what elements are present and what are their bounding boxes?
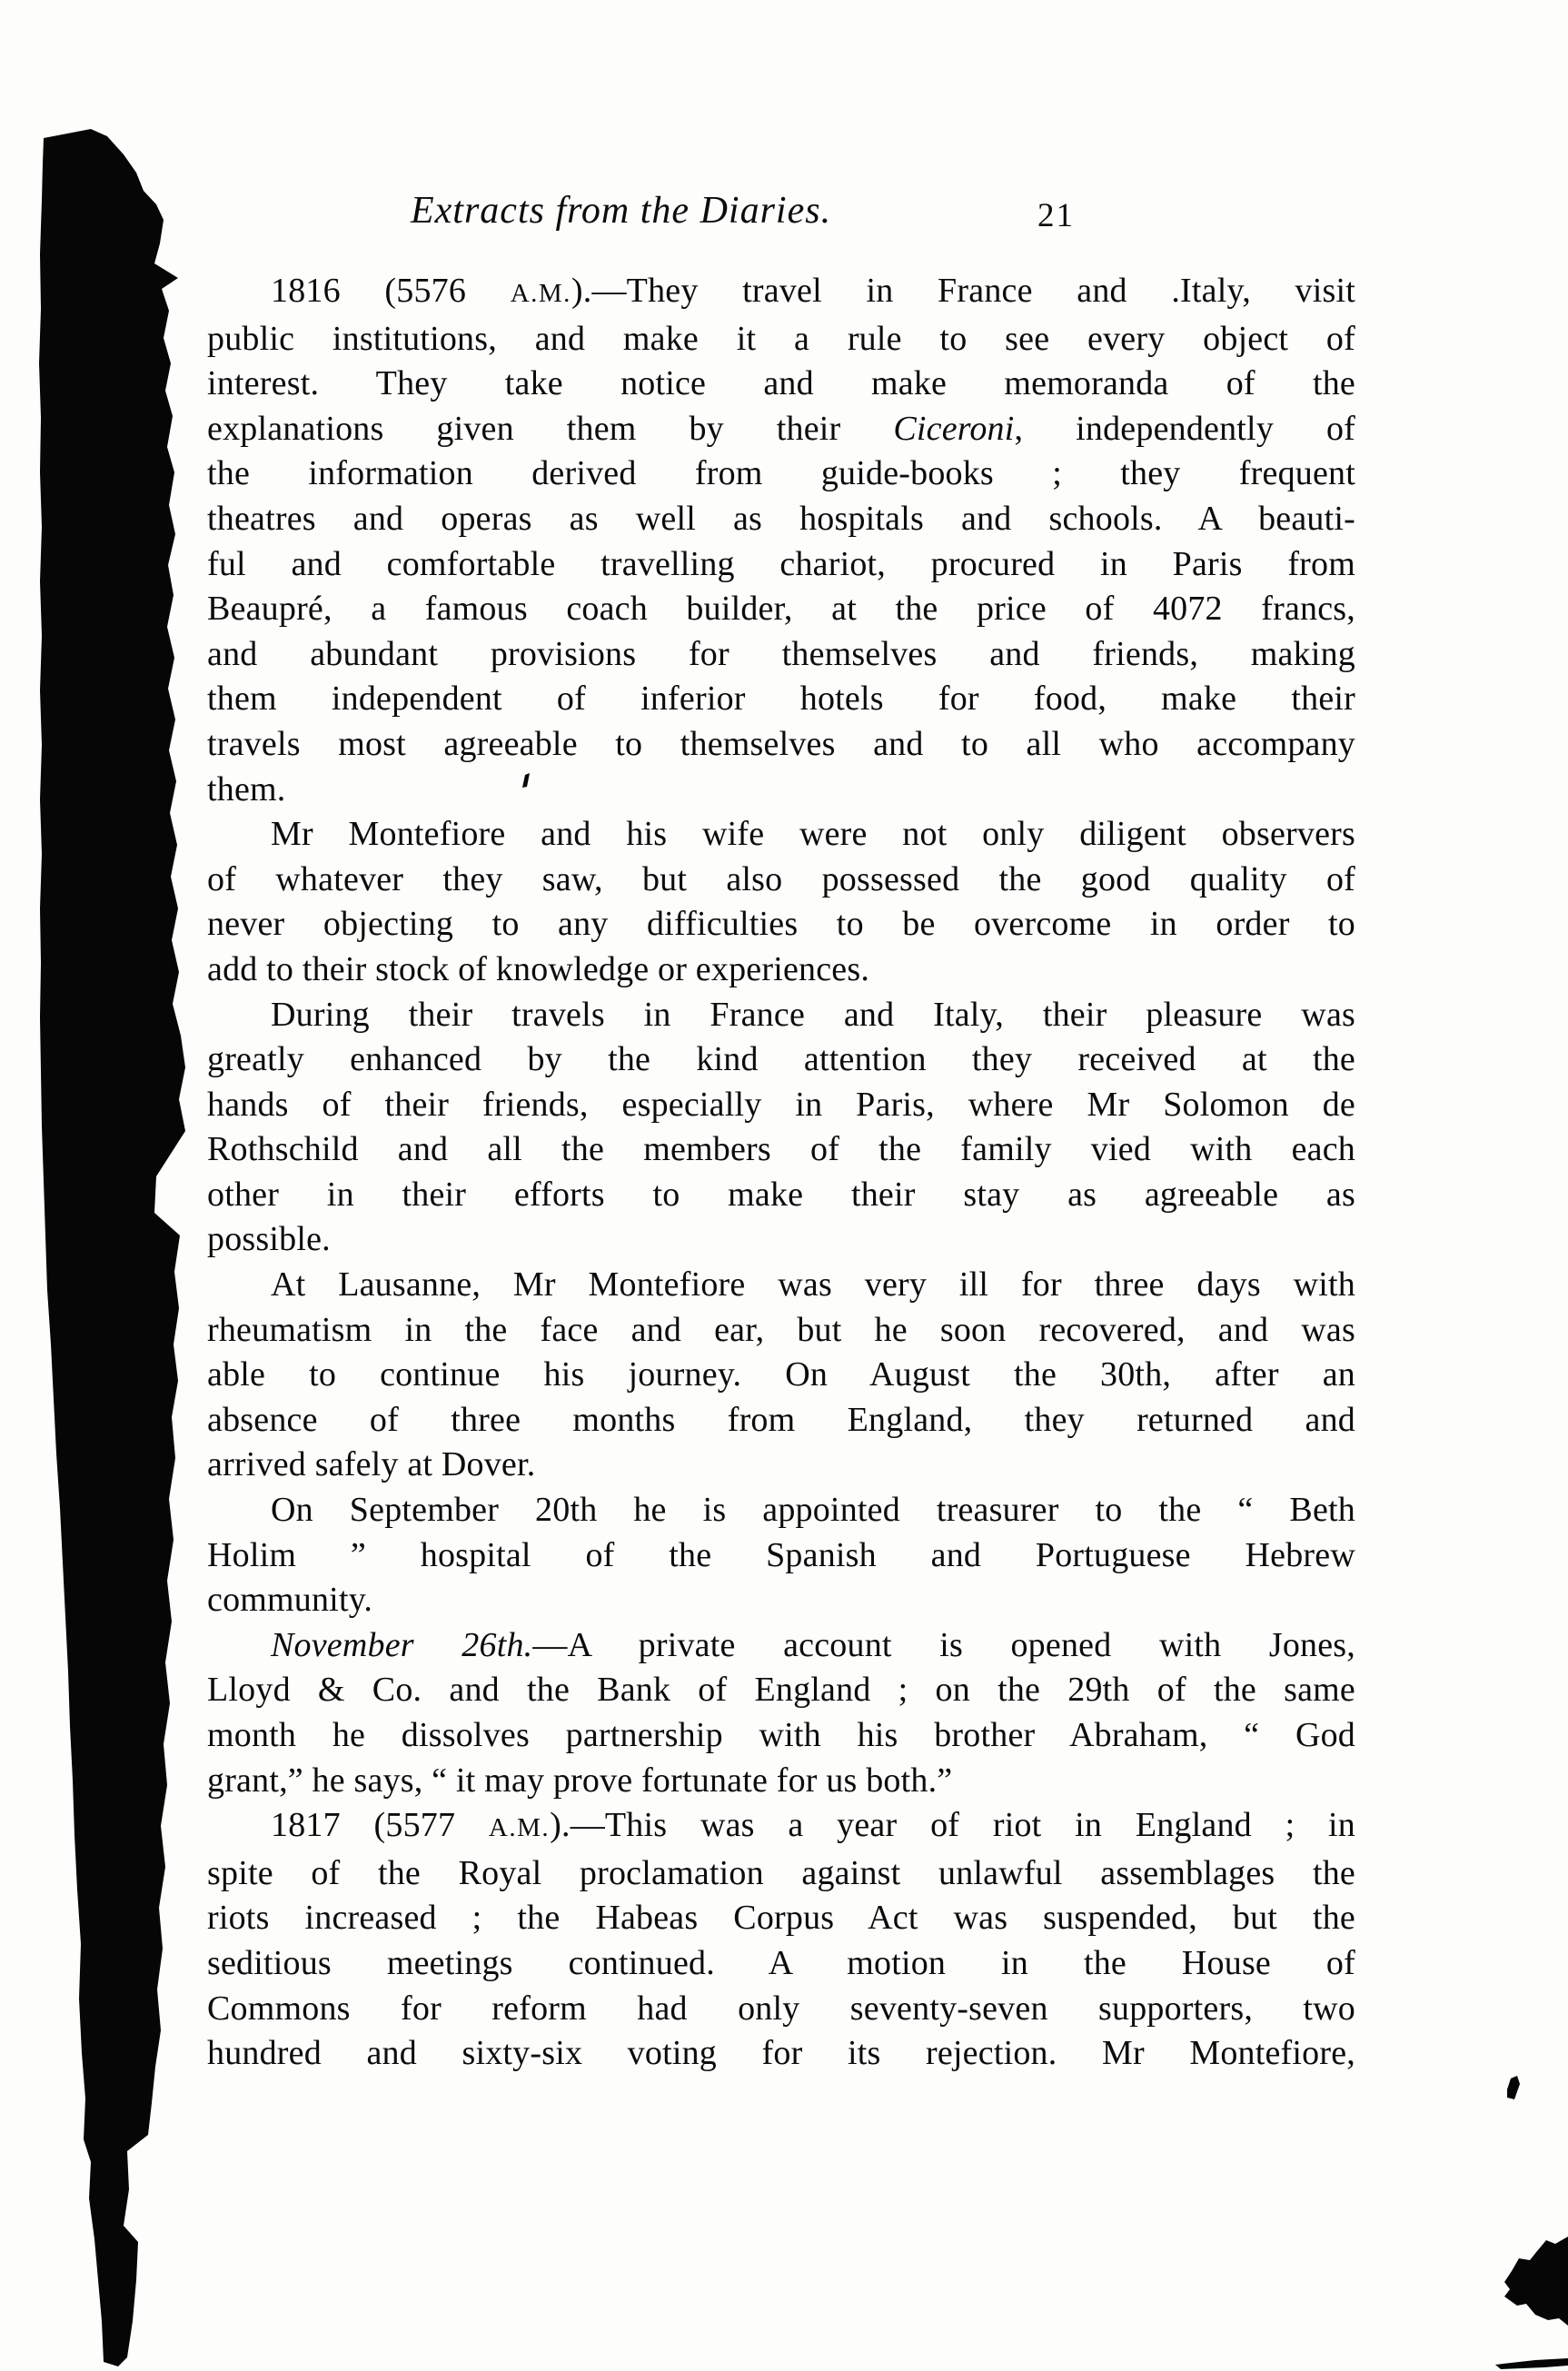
page-title: Extracts from the Diaries. [411, 190, 832, 232]
page-number: 21 [1037, 197, 1075, 234]
paragraph [207, 1488, 1355, 1623]
text-line: Holim ” hospital of the Spanish and Portuguese Hebrew [207, 1535, 1355, 1574]
text-line: Mr Montefiore and his wife were not only diligent observers [271, 815, 1355, 854]
text-line: and abundant provisions for themselves and friends, making [207, 634, 1355, 673]
paragraph [207, 1263, 1355, 1488]
text-line: interest. They take notice and make memoranda of the [207, 364, 1355, 403]
text-line: theatres and operas as well as hospitals and schools. A beauti- [207, 499, 1355, 538]
text-line: riots increased ; the Habeas Corpus Act was suspended, but the [207, 1899, 1355, 1938]
text-line: the information derived from guide-books ; they frequent [207, 454, 1355, 493]
page-body [207, 269, 1355, 2077]
paragraph [207, 993, 1355, 1264]
text-line: rheumatism in the face and ear, but he soon recovered, and was [207, 1310, 1355, 1349]
text-line: never objecting to any difficulties to be overcome in order to [207, 905, 1355, 944]
text-line: of whatever they saw, but also possessed the good quality of [207, 859, 1355, 898]
text-line: public institutions, and make it a rule to see every object of [207, 319, 1355, 358]
text-line: spite of the Royal proclamation against unlawful assemblages the [207, 1853, 1355, 1892]
text-line: greatly enhanced by the kind attention they received at the [207, 1040, 1355, 1079]
text-line: seditious meetings continued. A motion in the House of [207, 1943, 1355, 1982]
text-line: grant,” he says, “ it may prove fortunate for us both.” [207, 1761, 953, 1800]
text-line: On September 20th he is appointed treasurer to the “ Beth [271, 1491, 1355, 1530]
text-line: explanations given them by their Ciceroni, independently of [207, 409, 1355, 448]
text-line: add to their stock of knowledge or experiences. [207, 949, 870, 988]
thumb-shadow-artifact [1504, 2237, 1568, 2326]
bottom-edge-line-artifact [1495, 2358, 1568, 2369]
text-line: At Lausanne, Mr Montefiore was very ill for three days with [271, 1265, 1355, 1305]
text-line: community. [207, 1581, 373, 1620]
paragraph [207, 1803, 1355, 2077]
text-line: able to continue his journey. On August the 30th, after an [207, 1355, 1355, 1394]
text-line: possible. [207, 1220, 331, 1259]
binding-shadow-artifact [39, 129, 185, 2366]
text-line: 1817 (5577 A.M.).—This was a year of riot in England ; in [271, 1806, 1356, 1845]
text-line: Lloyd & Co. and the Bank of England ; on the 29th of the same [207, 1671, 1355, 1710]
text-line: travels most agreeable to themselves and to all who accompany [207, 724, 1355, 763]
text-line: Rothschild and all the members of the family vied with each [207, 1130, 1355, 1169]
text-line: absence of three months from England, they returned and [207, 1400, 1355, 1439]
text-line: hands of their friends, especially in Paris, where Mr Solomon de [207, 1085, 1355, 1124]
text-line: arrived safely at Dover. [207, 1445, 536, 1484]
ink-speck-right-margin [1507, 2076, 1520, 2099]
text-line: month he dissolves partnership with his brother Abraham, “ God [207, 1716, 1355, 1754]
text-line: hundred and sixty-six voting for its rejection. Mr Montefiore, [207, 2034, 1355, 2073]
text-line: Commons for reform had only seventy-seven supporters, two [207, 1989, 1355, 2028]
text-line: them. [207, 769, 286, 809]
text-line: them independent of inferior hotels for food, make their [207, 680, 1355, 719]
paragraph [207, 812, 1355, 992]
text-line: Beaupré, a famous coach builder, at the price of 4072 francs, [207, 590, 1355, 629]
text-line: November 26th.—A private account is opened with Jones, [271, 1625, 1355, 1664]
paragraph [207, 1623, 1355, 1803]
text-line: other in their efforts to make their stay as agreeable as [207, 1175, 1355, 1214]
text-line: ful and comfortable travelling chariot, procured in Paris from [207, 544, 1355, 583]
text-line: 1816 (5576 A.M.).—They travel in France and .Italy, visit [271, 272, 1355, 310]
text-line: During their travels in France and Italy, their pleasure was [271, 995, 1355, 1034]
paragraph [207, 269, 1355, 812]
